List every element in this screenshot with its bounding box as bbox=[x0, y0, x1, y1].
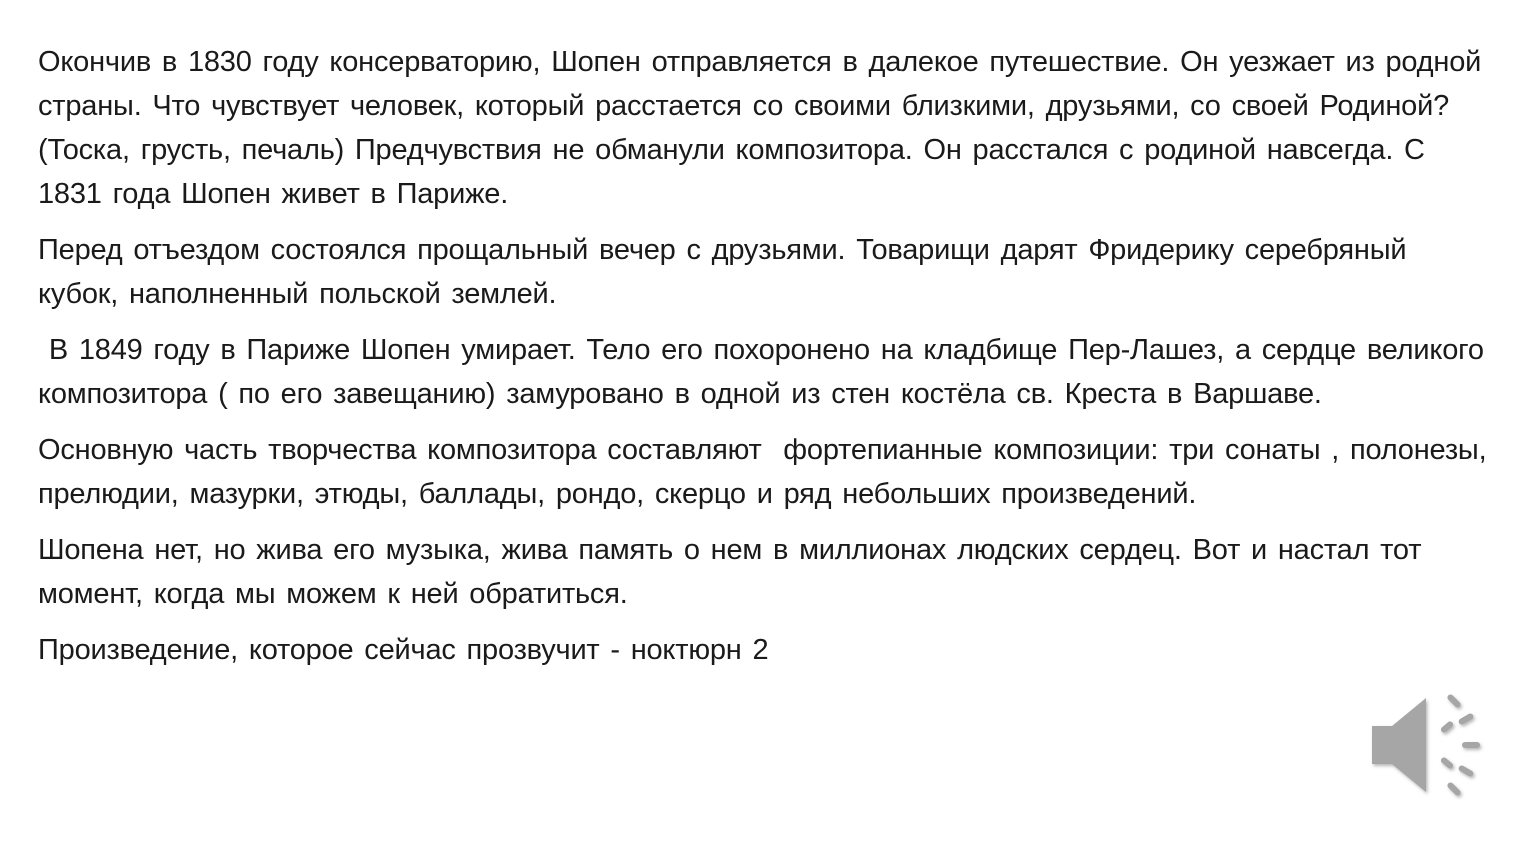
paragraph-death: В 1849 году в Париже Шопен умирает. Тело его похоронено на кладбище Пер-Лашез, а сердце великого композитора ( по его завещанию) замуровано в одной из стен костёла св. Креста в Варшаве. bbox=[38, 334, 1495, 410]
audio-play-button[interactable] bbox=[1366, 686, 1494, 806]
paragraph-nocturne: Произведение, которое сейчас прозвучит - ноктюрн 2 bbox=[38, 634, 769, 666]
paragraph-legacy: Шопена нет, но жива его музыка, жива память о нем в миллионах людских сердец. Вот и настал тот момент, когда мы можем к ней обратиться. bbox=[38, 534, 1433, 610]
paragraph-works: Основную часть творчества композитора составляют фортепианные композиции: три сонаты , полонезы, прелюдии, мазурки, этюды, баллады, рондо, скерцо и ряд небольших произведений. bbox=[38, 434, 1498, 510]
speaker-icon[interactable] bbox=[1366, 686, 1494, 806]
slide-body-text bbox=[38, 40, 1498, 684]
paragraph-farewell: Перед отъездом состоялся прощальный вечер с друзьями. Товарищи дарят Фридерику серебряный кубок, наполненный польской землей. bbox=[38, 234, 1418, 310]
paragraph-departure: Окончив в 1830 году консерваторию, Шопен отправляется в далекое путешествие. Он уезжает из родной страны. Что чувствует человек, который расстается со своими близкими, друзьями, со своей Родиной? (Тоска, грусть, печаль) Предчувствия не обманули композитора. Он расстался с родиной навсегда. С 1831 года Шопен живет в Париже. bbox=[38, 46, 1493, 210]
